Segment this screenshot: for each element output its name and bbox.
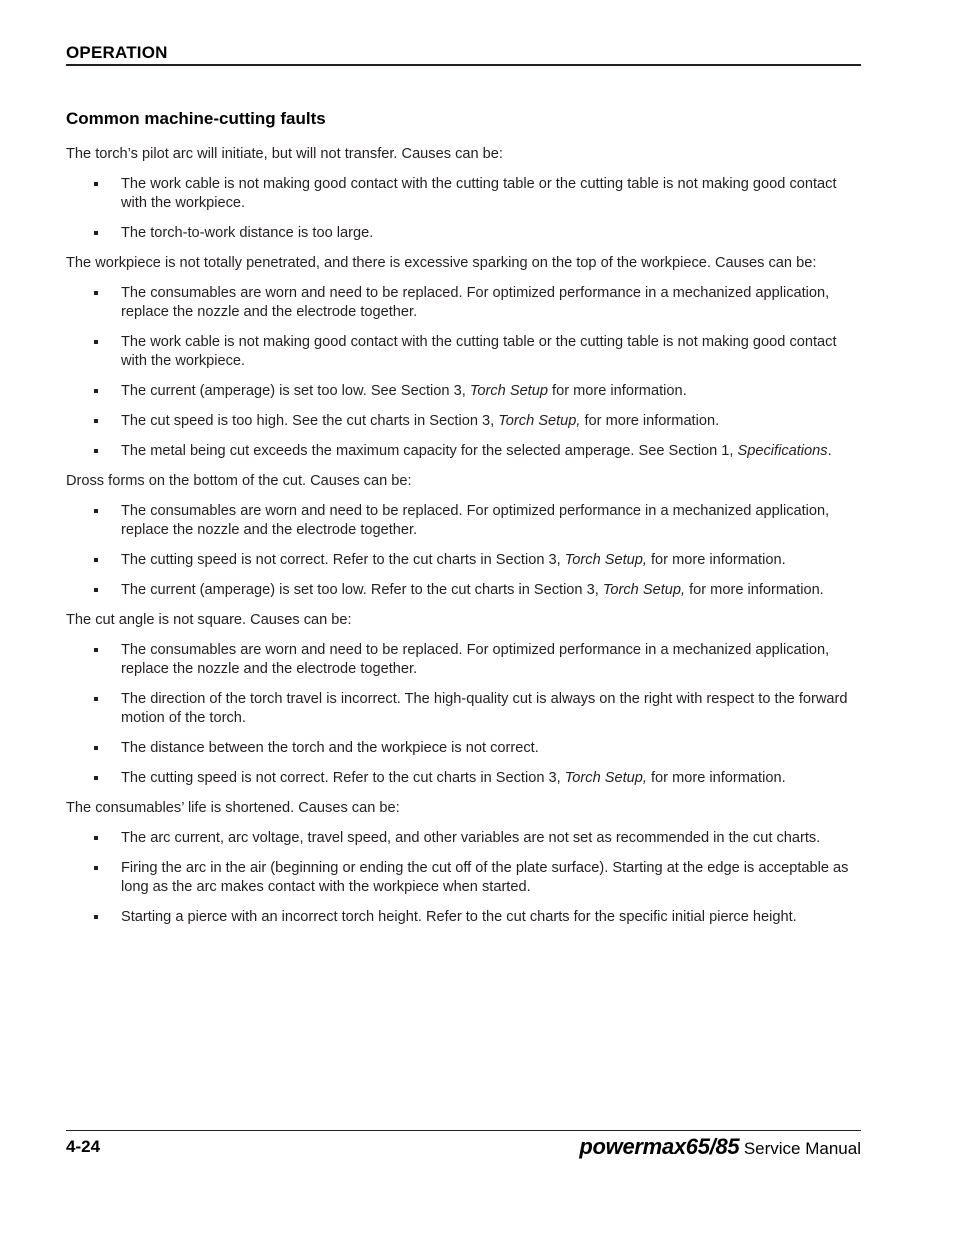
cause-item xyxy=(66,859,861,897)
footer-divider xyxy=(66,1130,861,1131)
cause-text-suffix: for more information. xyxy=(580,413,720,429)
cause-list xyxy=(66,175,861,243)
cause-list xyxy=(66,641,861,788)
cause-item xyxy=(66,224,861,243)
bullet-square-icon xyxy=(94,648,98,652)
cause-text: The direction of the torch travel is incorrect. The high-quality cut is always on the right with respect to the forward motion of the torch. xyxy=(121,691,848,726)
cause-item xyxy=(66,442,861,461)
section-reference: Torch Setup, xyxy=(564,770,647,786)
cause-list xyxy=(66,502,861,600)
cause-item xyxy=(66,581,861,600)
cause-text: The consumables are worn and need to be replaced. For optimized performance in a mechanized application, replace the nozzle and the electrode together. xyxy=(121,503,830,538)
bullet-square-icon xyxy=(94,182,98,186)
cause-item xyxy=(66,641,861,679)
header-title: OPERATION xyxy=(66,43,168,62)
fault-intro: The cut angle is not square. Causes can be: xyxy=(66,612,352,628)
section-reference: Torch Setup, xyxy=(498,413,581,429)
bullet-square-icon xyxy=(94,449,98,453)
cause-text: The cutting speed is not correct. Refer to the cut charts in Section 3, xyxy=(121,552,565,568)
bullet-square-icon xyxy=(94,558,98,562)
bullet-square-icon xyxy=(94,340,98,344)
fault-intro: The workpiece is not totally penetrated, and there is excessive sparking on the top of the workpiece. Causes can be: xyxy=(66,255,817,271)
bullet-square-icon xyxy=(94,291,98,295)
bullet-square-icon xyxy=(94,419,98,423)
bullet-square-icon xyxy=(94,588,98,592)
bullet-square-icon xyxy=(94,509,98,513)
bullet-square-icon xyxy=(94,389,98,393)
cause-text: The work cable is not making good contact with the cutting table or the cutting table is not making good contact with the workpiece. xyxy=(121,334,837,369)
cause-item xyxy=(66,551,861,570)
cause-text: The cutting speed is not correct. Refer to the cut charts in Section 3, xyxy=(121,770,565,786)
cause-list xyxy=(66,829,861,927)
cause-text: The current (amperage) is set too low. See Section 3, xyxy=(121,383,470,399)
cause-text: The cut speed is too high. See the cut charts in Section 3, xyxy=(121,413,499,429)
cause-item xyxy=(66,908,861,927)
cause-text: The work cable is not making good contact with the cutting table or the cutting table is not making good contact with the workpiece. xyxy=(121,176,837,211)
fault-intro: Dross forms on the bottom of the cut. Causes can be: xyxy=(66,473,412,489)
bullet-square-icon xyxy=(94,746,98,750)
cause-item xyxy=(66,284,861,322)
brand-logo-text: powermax65/85 xyxy=(579,1134,740,1159)
cause-item xyxy=(66,175,861,213)
section-reference: Torch Setup, xyxy=(564,552,647,568)
bullet-square-icon xyxy=(94,231,98,235)
cause-item xyxy=(66,739,861,758)
bullet-square-icon xyxy=(94,776,98,780)
cause-text: Starting a pierce with an incorrect torch height. Refer to the cut charts for the specific initial pierce height. xyxy=(121,909,797,925)
cause-item xyxy=(66,829,861,848)
bullet-square-icon xyxy=(94,915,98,919)
section-reference: Torch Setup, xyxy=(602,582,686,598)
section-heading: Common machine-cutting faults xyxy=(66,109,326,128)
fault-intro: The torch’s pilot arc will initiate, but will not transfer. Causes can be: xyxy=(66,146,503,162)
cause-text-suffix: . xyxy=(827,443,832,459)
main-content xyxy=(66,108,861,938)
bullet-square-icon xyxy=(94,866,98,870)
product-name xyxy=(579,1134,861,1160)
bullet-square-icon xyxy=(94,697,98,701)
fault-groups xyxy=(66,145,861,927)
cause-text: The current (amperage) is set too low. Refer to the cut charts in Section 3, xyxy=(121,582,603,598)
fault-intro: The consumables’ life is shortened. Causes can be: xyxy=(66,800,400,816)
cause-item xyxy=(66,382,861,401)
header-divider xyxy=(66,64,861,66)
cause-item xyxy=(66,333,861,371)
cause-text-suffix: for more information. xyxy=(646,770,786,786)
cause-text: The metal being cut exceeds the maximum capacity for the selected amperage. See Section 1, xyxy=(121,443,738,459)
cause-item xyxy=(66,690,861,728)
cause-text: The consumables are worn and need to be replaced. For optimized performance in a mechanized application, replace the nozzle and the electrode together. xyxy=(121,642,830,677)
bullet-square-icon xyxy=(94,836,98,840)
cause-list xyxy=(66,284,861,461)
section-reference: Specifications xyxy=(737,443,828,459)
cause-text-suffix: for more information. xyxy=(646,552,786,568)
section-reference: Torch Setup xyxy=(469,383,548,399)
cause-text: The consumables are worn and need to be replaced. For optimized performance in a mechanized application, replace the nozzle and the electrode together. xyxy=(121,285,830,320)
cause-text: Firing the arc in the air (beginning or ending the cut off of the plate surface). Starting at the edge is acceptable as long as the arc makes contact with the workpiece when started. xyxy=(121,860,849,895)
page-number: 4-24 xyxy=(66,1137,101,1156)
cause-text-suffix: for more information. xyxy=(547,383,687,399)
cause-item xyxy=(66,769,861,788)
cause-text: The torch-to-work distance is too large. xyxy=(121,225,374,241)
manual-label: Service Manual xyxy=(743,1139,861,1158)
cause-text-suffix: for more information. xyxy=(685,582,824,598)
cause-text: The arc current, arc voltage, travel speed, and other variables are not set as recommended in the cut charts. xyxy=(121,830,821,846)
cause-item xyxy=(66,502,861,540)
cause-text: The distance between the torch and the workpiece is not correct. xyxy=(121,740,539,756)
cause-item xyxy=(66,412,861,431)
